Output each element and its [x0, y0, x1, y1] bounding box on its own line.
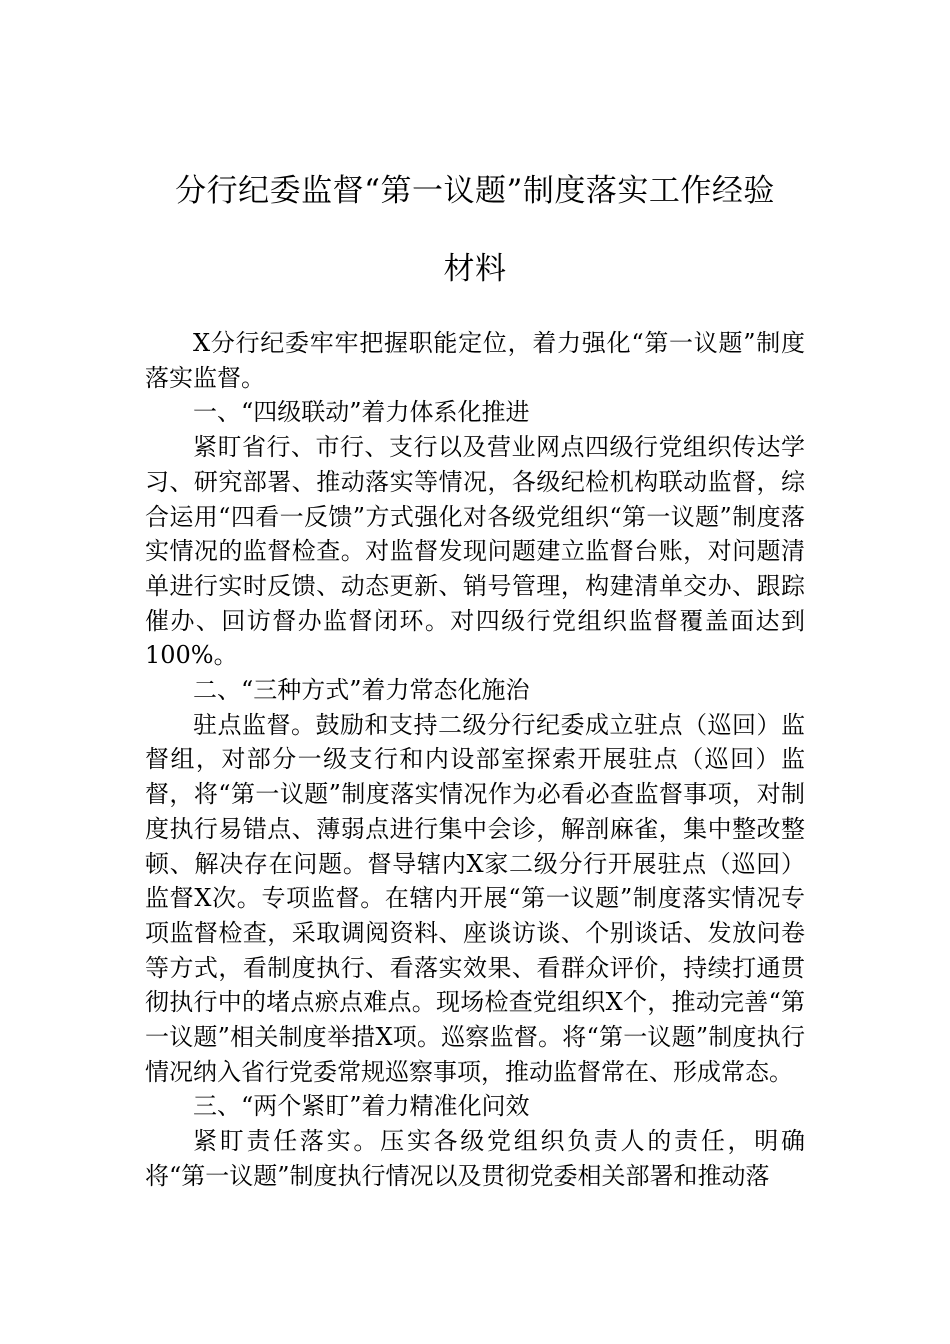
document-title [140, 152, 810, 308]
section-2-paragraph: 驻点监督。鼓励和支持二级分行纪委成立驻点（巡回）监督组，对部分一级支行和内设部室探索开展驻点（巡回）监督，将“第一议题”制度落实情况作为必看必查监督事项，对制度执行易错点、薄弱点进行集中会诊，解剖麻雀，集中整改整顿、解决存在问题。督导辖内X家二级分行开展驻点（巡回）监督X次。专项监督。在辖内开展“第一议题”制度落实情况专项监督检查，采取调阅资料、座谈访谈、个别谈话、发放问卷等方式，看制度执行、看落实效果、看群众评价，持续打通贯彻执行中的堵点瘀点难点。现场检查党组织X个，推动完善“第一议题”相关制度举措X项。巡察监督。将“第一议题”制度执行情况纳入省行党委常规巡察事项，推动监督常在、形成常态。 [145, 710, 805, 1086]
title-line-1: 分行纪委监督“第一议题”制度落实工作经验 [175, 173, 775, 209]
intro-paragraph: X分行纪委牢牢把握职能定位，着力强化“第一议题”制度落实监督。 [145, 329, 805, 392]
document-body [145, 326, 805, 1194]
section-3-paragraph: 紧盯责任落实。压实各级党组织负责人的责任，明确将“第一议题”制度执行情况以及贯彻党委相关部署和推动落 [145, 1127, 805, 1190]
section-3-heading: 三、“两个紧盯”着力精准化问效 [193, 1092, 530, 1121]
section-2-heading: 二、“三种方式”着力常态化施治 [193, 676, 530, 705]
section-1-paragraph: 紧盯省行、市行、支行以及营业网点四级行党组织传达学习、研究部署、推动落实等情况，各级纪检机构联动监督，综合运用“四看一反馈”方式强化对各级党组织“第一议题”制度落实情况的监督检查。对监督发现问题建立监督台账，对问题清单进行实时反馈、动态更新、销号管理，构建清单交办、跟踪催办、回访督办监督闭环。对四级行党组织监督覆盖面达到100%。 [145, 433, 805, 670]
title-line-2: 材料 [443, 251, 507, 287]
section-1-heading: 一、“四级联动”着力体系化推进 [193, 398, 530, 427]
